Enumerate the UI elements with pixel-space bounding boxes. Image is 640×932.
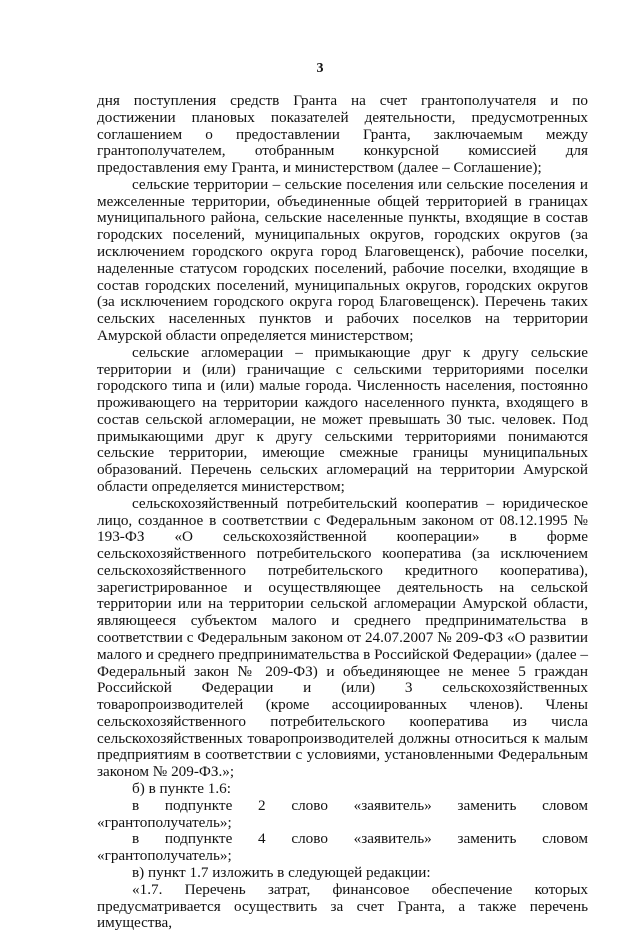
paragraph: сельские агломерации – примыкающие друг к другу сельские территории и (или) граничащие с сельскими территориями поселки городского типа и (или) малые города. Численность населения, постоянно проживающего на территории каждого населенного пункта, входящего в состав сельской агломерации, не может превышать 30 тыс. человек. Под примыкающими друг к другу сельскими территориями понимаются сельские территории, имеющие смежные границы муниципальных образований. Перечень сельских агломераций на территории Амурской области определяется министерством; — [97, 343, 588, 495]
paragraph: сельскохозяйственный потребительский кооператив – юридическое лицо, созданное в соответствии с Федеральным законом от 08.12.1995 № 193-ФЗ «О сельскохозяйственной кооперации» в форме сельскохозяйственного потребительского кооператива (за исключением сельскохозяйственного потребительского кредитного кооператива), зарегистрированное и осуществляющее деятельность на сельской территории или на территории сельской агломерации Амурской области, являющееся субъектом малого и среднего предпринимательства в соответствии с Федеральным законом от 24.07.2007 № 209-ФЗ «О развитии малого и среднего предпринимательства в Российской Федерации» (далее – Федеральный закон № 209-ФЗ) и объединяющее не менее 5 граждан Российской Федерации и (или) 3 сельскохозяйственных товаропроизводителей (кроме ассоциированных членов). Члены сельскохозяйственного потребительского кооператива из числа сельскохозяйственных товаропроизводителей должны относиться к малым предприятиям в соответствии с условиями, установленными Федеральным законом № 209-ФЗ.»; — [97, 494, 588, 781]
paragraph: в подпункте 2 слово «заявитель» заменить словом «грантополучатель»; — [97, 796, 588, 831]
paragraph: сельские территории – сельские поселения или сельские поселения и межселенные территории, объединенные общей территорией в границах муниципального района, сельские населенные пункты, входящие в состав городских поселений, муниципальных округов, городских округов (за исключением городского округа город Благовещенск), рабочие поселки, наделенные статусом городских поселений, рабочие поселки, входящие в состав городских поселений, муниципальных округов, городских округов (за исключением городского округа город Благовещенск). Перечень таких сельских населенных пунктов и рабочих поселков на территории Амурской области определяется министерством; — [97, 175, 588, 344]
paragraph: в) пункт 1.7 изложить в следующей редакции: — [132, 863, 431, 881]
page-number: 3 — [316, 61, 324, 76]
paragraph: в подпункте 4 слово «заявитель» заменить словом «грантополучатель»; — [97, 830, 588, 865]
document-body — [97, 93, 588, 932]
paragraph: б) в пункте 1.6: — [132, 780, 231, 798]
paragraph: «1.7. Перечень затрат, финансовое обеспечение которых предусматривается осуществить за счет Гранта, а также перечень имущества, — [97, 880, 588, 932]
paragraph: дня поступления средств Гранта на счет грантополучателя и по достижении плановых показателей деятельности, предусмотренных соглашением о предоставлении Гранта, заключаемым между грантополучателем, отобранным конкурсной комиссией для предоставления ему Гранта, и министерством (далее – Соглашение); — [97, 92, 588, 177]
